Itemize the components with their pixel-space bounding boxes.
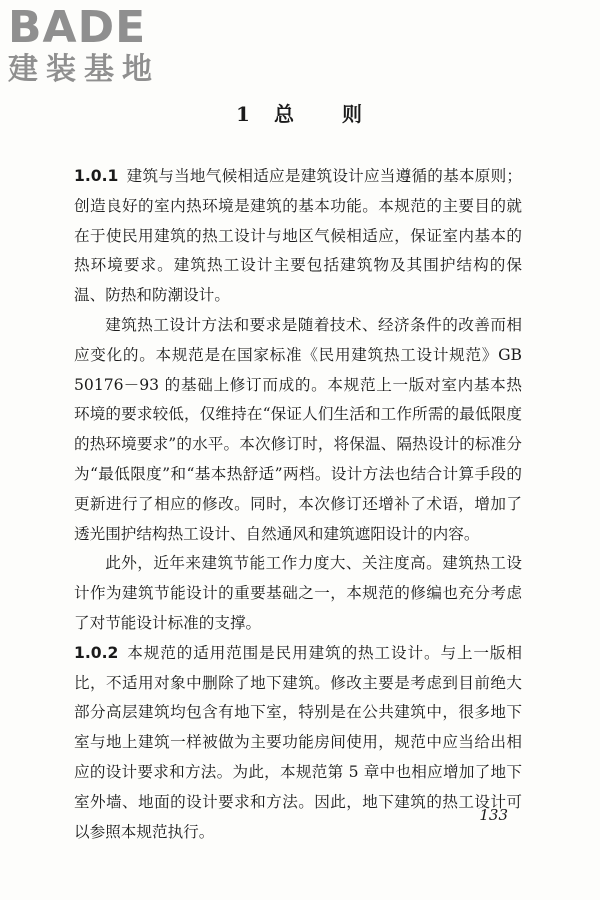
chapter-number: 1: [236, 102, 252, 126]
clause-number: 1.0.2: [74, 643, 119, 662]
clause-number: 1.0.1: [74, 167, 119, 185]
paragraph-1-0-2: [74, 639, 522, 848]
bade-watermark: [8, 4, 160, 88]
chapter-heading: [0, 98, 600, 127]
watermark-brand: BADE: [8, 2, 147, 53]
page-number: 133: [479, 806, 508, 824]
paragraph-text: 建筑与当地气候相适应是建筑设计应当遵循的基本原则；创造良好的室内热环境是建筑的基本功能。本规范的主要目的就在于使民用建筑的热工设计与地区气候相适应，保证室内基本的热环境要求。建筑热工设计主要包括建筑物及其围护结构的保温、防热和防潮设计。: [74, 167, 522, 305]
paragraph-revision: [74, 311, 522, 549]
paragraph-text: 此外，近年来建筑节能工作力度大、关注度高。建筑热工设计作为建筑节能设计的重要基础之一，本规范的修编也充分考虑了对节能设计标准的支撑。: [74, 554, 522, 632]
paragraph-1-0-1: [74, 162, 522, 311]
paragraph-energy: [74, 549, 522, 638]
paragraph-text: 本规范的适用范围是民用建筑的热工设计。与上一版相比，不适用对象中删除了地下建筑。修改主要是考虑到目前绝大部分高层建筑均包含有地下室，特别是在公共建筑中，很多地下室与地上建筑一样被做为主要功能房间使用，规范中应当给出相应的设计要求和方法。为此，本规范第 5 章中也相应增加了地下室外墙、地面的设计要求和方法。因此，地下建筑的热工设计可以参照本规范执行。: [74, 643, 522, 841]
chapter-title-part2: 则: [341, 102, 364, 126]
paragraph-text: 建筑热工设计方法和要求是随着技术、经济条件的改善而相应变化的。本规范是在国家标准《民用建筑热工设计规范》GB 50176－93 的基础上修订而成的。本规范上一版对室内基本热环境的要求较低，仅维持在“保证人们生活和工作所需的最低限度的热环境要求”的水平。本次修订时，将保温、隔热设计的标准分为“最低限度”和“基本热舒适”两档。设计方法也结合计算手段的更新进行了相应的修改。同时，本次修订还增补了术语，增加了透光围护结构热工设计、自然通风和建筑遮阳设计的内容。: [74, 315, 522, 543]
chapter-title-part1: 总: [273, 102, 296, 126]
body-text: [74, 162, 522, 847]
watermark-subtitle: 建装基地: [8, 52, 160, 87]
